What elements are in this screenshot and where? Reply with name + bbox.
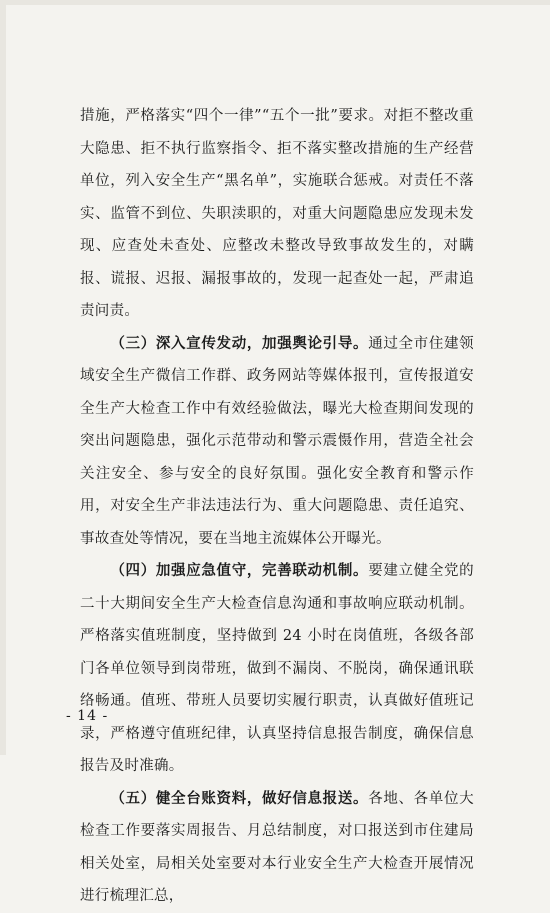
section-heading: （三）深入宣传发动，加强舆论引导。 <box>110 334 369 352</box>
paragraph-section-3 <box>80 328 474 556</box>
paragraph-text: 通过全市住建领域安全生产微信工作群、政务网站等媒体报刊，宣传报道安全生产大检查工作中有效经验做法，曝光大检查期间发现的突出问题隐患，强化示范带动和警示震慑作用，营造全社会关注安全、参与安全的良好氛围。强化安全教育和警示作用，对安全生产非法违法行为、重大问题隐患、责任追究、事故查处等情况，要在当地主流媒体公开曝光。 <box>80 335 474 547</box>
scan-edge-left <box>0 0 6 755</box>
paragraph-continued <box>80 100 474 328</box>
paragraph-text: 要建立健全党的二十大期间安全生产大检查信息沟通和事故响应联动机制。严格落实值班制度，坚持做到 24 小时在岗值班，各级各部门各单位领导到岗带班，做到不漏岗、不脱岗，确保通讯联络畅通。值班、带班人员要切实履行职责，认真做好值班记录，严格遵守值班纪律，认真坚持信息报告制度，确保信息报告及时准确。 <box>80 563 474 774</box>
paragraph-text: 各地、各单位大检查工作要落实周报告、月总结制度，对口报送到市住建局相关处室，局相关处室要对本行业安全生产大检查开展情况进行梳理汇总， <box>80 790 474 904</box>
page-number: - 14 - <box>66 708 109 724</box>
scan-edge-top <box>0 0 550 5</box>
paragraph-text: 措施，严格落实“四个一律”“五个一批”要求。对拒不整改重大隐患、拒不执行监察指令、拒不落实整改措施的生产经营单位，列入安全生产“黑名单”，实施联合惩戒。对责任不落实、监管不到位、失职渎职的，对重大问题隐患应发现未发现、应查处未查处、应整改未整改导致事故发生的，对瞒报、谎报、迟报、漏报事故的，发现一起查处一起，严肃追责问责。 <box>80 108 474 319</box>
section-heading: （四）加强应急值守，完善联动机制。 <box>110 562 369 579</box>
section-heading: （五）健全台账资料，做好信息报送。 <box>110 789 369 807</box>
paragraph-section-5 <box>80 783 474 913</box>
document-page <box>80 100 474 913</box>
paragraph-section-4 <box>80 555 474 783</box>
